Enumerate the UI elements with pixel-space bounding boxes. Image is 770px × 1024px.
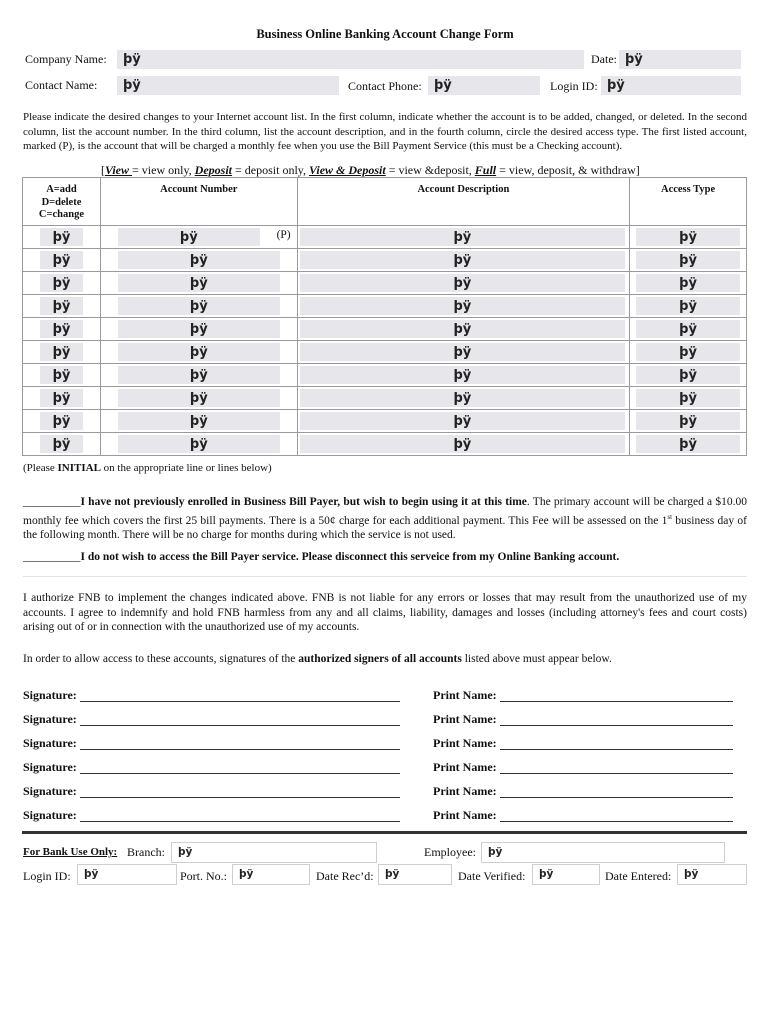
signature-label: Signature:: [23, 712, 77, 726]
port-no-field[interactable]: þÿ: [232, 864, 310, 885]
section-divider: [23, 576, 747, 577]
table-cell: [100, 226, 297, 249]
signature-label: Signature:: [23, 808, 77, 822]
table-row: [23, 249, 747, 272]
company-name-field[interactable]: þÿ: [117, 50, 584, 69]
table-cell: [630, 387, 747, 410]
table-cell: [100, 410, 297, 433]
action-field[interactable]: þÿ: [40, 228, 83, 246]
action-field[interactable]: þÿ: [40, 366, 83, 384]
enroll-bill-payer-option: __________I have not previously enrolled in Business Bill Payer, but wish to begin using it at this time. The primary account will be charged a $10.00 monthly fee which covers the first 25 bill payments. There is a 50¢ charge for each additional payment. This Fee will be assessed on the 1st business day of the following month. There will be no charge for months during which the service is not used.: [23, 496, 747, 541]
action-field[interactable]: þÿ: [40, 435, 83, 453]
access-type-field[interactable]: þÿ: [636, 389, 740, 407]
account-description-field[interactable]: þÿ: [300, 435, 625, 453]
print-name-label: Print Name:: [433, 736, 497, 750]
table-cell: [23, 341, 101, 364]
branch-label: Branch:: [127, 845, 165, 859]
account-number-field[interactable]: þÿ: [118, 320, 280, 338]
table-cell: [100, 341, 297, 364]
authorization-paragraph: I authorize FNB to implement the changes indicated above. FNB is not liable for any errors or losses that may result from the unauthorized use of my accounts. I agree to indemnify and hold FNB harmless from any and all claims, liability, damages and losses (including attorney's fees and court costs) arising out of or in connection with the unauthorized use of my accounts.: [23, 592, 747, 633]
table-cell: [297, 318, 629, 341]
print-name-line[interactable]: [500, 737, 733, 750]
account-description-field[interactable]: þÿ: [300, 297, 625, 315]
table-cell: [100, 318, 297, 341]
legend-deposit: Deposit: [194, 163, 233, 177]
account-description-field[interactable]: þÿ: [300, 228, 625, 246]
action-field[interactable]: þÿ: [40, 320, 83, 338]
table-row: [23, 341, 747, 364]
authorized-signers-note: In order to allow access to these accounts, signatures of the authorized signers of all accounts listed above must appear below.: [23, 653, 612, 665]
signature-line[interactable]: [80, 713, 400, 726]
table-cell: [23, 272, 101, 295]
primary-account-marker: (P): [276, 229, 291, 241]
contact-name-field[interactable]: þÿ: [117, 76, 339, 95]
date-verified-label: Date Verified:: [458, 869, 526, 883]
account-description-field[interactable]: þÿ: [300, 366, 625, 384]
print-name-line[interactable]: [500, 761, 733, 774]
print-name-line[interactable]: [500, 785, 733, 798]
table-cell: [630, 249, 747, 272]
table-row: [23, 387, 747, 410]
date-label: Date:: [591, 52, 617, 66]
date-entered-label: Date Entered:: [605, 869, 672, 883]
signature-line[interactable]: [80, 761, 400, 774]
employee-label: Employee:: [424, 845, 476, 859]
contact-phone-field[interactable]: þÿ: [428, 76, 540, 95]
decline-bill-payer-option: __________I do not wish to access the Bill Payer service. Please disconnect this serveice from my Online Banking account.: [23, 551, 620, 563]
account-description-header: Account Description: [297, 178, 629, 226]
account-number-field[interactable]: þÿ: [118, 297, 280, 315]
branch-field[interactable]: þÿ: [171, 842, 377, 863]
signature-line[interactable]: [80, 809, 400, 822]
print-name-label: Print Name:: [433, 688, 497, 702]
table-row: [23, 272, 747, 295]
contact-phone-label: Contact Phone:: [348, 79, 422, 93]
access-type-field[interactable]: þÿ: [636, 228, 740, 246]
table-cell: [23, 249, 101, 272]
action-field[interactable]: þÿ: [40, 412, 83, 430]
signature-label: Signature:: [23, 688, 77, 702]
date-received-field[interactable]: þÿ: [378, 864, 452, 885]
print-name-label: Print Name:: [433, 712, 497, 726]
bank-login-id-field[interactable]: þÿ: [77, 864, 177, 885]
decline-initial-blank[interactable]: __________: [23, 551, 81, 563]
table-cell: [630, 318, 747, 341]
instructions-paragraph: Please indicate the desired changes to your Internet account list. In the first column, indicate whether the account is to be added, changed, or deleted. In the second column, list the account number. In the third column, list the account description, and in the fourth column, circle the desired access type. The first listed account, marked (P), is the account that will be charged a monthly fee when you use the Bill Payment Service (this must be a Checking account).: [23, 111, 747, 152]
account-number-field[interactable]: þÿ: [118, 366, 280, 384]
login-id-field[interactable]: þÿ: [601, 76, 741, 95]
account-number-field[interactable]: þÿ: [118, 389, 280, 407]
table-cell: [23, 410, 101, 433]
date-field[interactable]: þÿ: [619, 50, 741, 69]
access-type-field[interactable]: þÿ: [636, 366, 740, 384]
table-cell: [100, 249, 297, 272]
print-name-label: Print Name:: [433, 808, 497, 822]
signature-label: Signature:: [23, 784, 77, 798]
date-entered-field[interactable]: þÿ: [677, 864, 747, 885]
account-description-field[interactable]: þÿ: [300, 274, 625, 292]
bank-use-divider: [22, 831, 747, 834]
table-cell: [297, 410, 629, 433]
table-cell: [297, 364, 629, 387]
action-field[interactable]: þÿ: [40, 389, 83, 407]
access-type-legend: [View = view only, Deposit = deposit only, View & Deposit = view &deposit, Full = view, deposit, & withdraw]: [101, 163, 640, 177]
login-id-label: Login ID:: [550, 79, 598, 93]
signature-label: Signature:: [23, 736, 77, 750]
action-column-header: A=add D=delete C=change: [23, 178, 101, 226]
print-name-line[interactable]: [500, 809, 733, 822]
table-cell: [100, 364, 297, 387]
table-row: [23, 410, 747, 433]
legend-view-deposit: View & Deposit: [309, 163, 386, 177]
account-number-field[interactable]: þÿ: [118, 251, 280, 269]
bank-use-heading: For Bank Use Only:: [23, 846, 118, 858]
access-type-field[interactable]: þÿ: [636, 343, 740, 361]
table-cell: [297, 272, 629, 295]
table-cell: [23, 226, 101, 249]
action-field[interactable]: þÿ: [40, 251, 83, 269]
account-description-field[interactable]: þÿ: [300, 320, 625, 338]
access-type-field[interactable]: þÿ: [636, 320, 740, 338]
enroll-initial-blank[interactable]: __________: [23, 496, 81, 508]
print-name-line[interactable]: [500, 689, 733, 702]
table-cell: [100, 433, 297, 456]
table-cell: [297, 226, 629, 249]
signature-label: Signature:: [23, 760, 77, 774]
signature-line[interactable]: [80, 689, 400, 702]
table-cell: [297, 249, 629, 272]
account-description-field[interactable]: þÿ: [300, 389, 625, 407]
action-field[interactable]: þÿ: [40, 297, 83, 315]
table-cell: [23, 364, 101, 387]
table-cell: [297, 341, 629, 364]
table-cell: [630, 433, 747, 456]
table-cell: [23, 387, 101, 410]
access-type-field[interactable]: þÿ: [636, 412, 740, 430]
table-row: [23, 226, 747, 249]
signature-line[interactable]: [80, 737, 400, 750]
account-number-field[interactable]: þÿ: [118, 412, 280, 430]
table-row: [23, 318, 747, 341]
action-field[interactable]: þÿ: [40, 343, 83, 361]
bank-login-id-label: Login ID:: [23, 869, 71, 883]
account-number-header: Account Number: [100, 178, 297, 226]
table-cell: [297, 295, 629, 318]
table-cell: [23, 433, 101, 456]
date-verified-field[interactable]: þÿ: [532, 864, 600, 885]
table-cell: [23, 318, 101, 341]
access-type-field[interactable]: þÿ: [636, 251, 740, 269]
access-type-field[interactable]: þÿ: [636, 297, 740, 315]
table-cell: [630, 341, 747, 364]
legend-full: Full: [474, 163, 497, 177]
contact-name-label: Contact Name:: [25, 78, 98, 92]
account-number-field[interactable]: þÿ: [118, 228, 260, 246]
signature-line[interactable]: [80, 785, 400, 798]
table-row: [23, 364, 747, 387]
table-cell: [100, 295, 297, 318]
table-cell: [100, 272, 297, 295]
table-cell: [297, 433, 629, 456]
company-name-label: Company Name:: [25, 52, 107, 66]
date-received-label: Date Rec’d:: [316, 869, 374, 883]
initial-instruction: (Please INITIAL on the appropriate line or lines below): [23, 462, 272, 474]
table-row: [23, 433, 747, 456]
form-title: Business Online Banking Account Change Form: [256, 27, 514, 41]
account-description-field[interactable]: þÿ: [300, 251, 625, 269]
table-cell: [23, 295, 101, 318]
account-change-table: [22, 177, 747, 456]
legend-view: View: [105, 163, 133, 177]
employee-field[interactable]: þÿ: [481, 842, 725, 863]
table-cell: [630, 410, 747, 433]
table-cell: [297, 387, 629, 410]
table-cell: [630, 272, 747, 295]
action-field[interactable]: þÿ: [40, 274, 83, 292]
table-cell: [630, 226, 747, 249]
account-number-field[interactable]: þÿ: [118, 343, 280, 361]
print-name-label: Print Name:: [433, 760, 497, 774]
access-type-field[interactable]: þÿ: [636, 435, 740, 453]
access-type-header: Access Type: [630, 178, 747, 226]
account-number-field[interactable]: þÿ: [118, 274, 280, 292]
table-cell: [100, 387, 297, 410]
account-description-field[interactable]: þÿ: [300, 343, 625, 361]
table-cell: [630, 364, 747, 387]
print-name-label: Print Name:: [433, 784, 497, 798]
table-row: [23, 295, 747, 318]
port-no-label: Port. No.:: [180, 869, 228, 883]
print-name-line[interactable]: [500, 713, 733, 726]
access-type-field[interactable]: þÿ: [636, 274, 740, 292]
account-description-field[interactable]: þÿ: [300, 412, 625, 430]
account-number-field[interactable]: þÿ: [118, 435, 280, 453]
table-cell: [630, 295, 747, 318]
